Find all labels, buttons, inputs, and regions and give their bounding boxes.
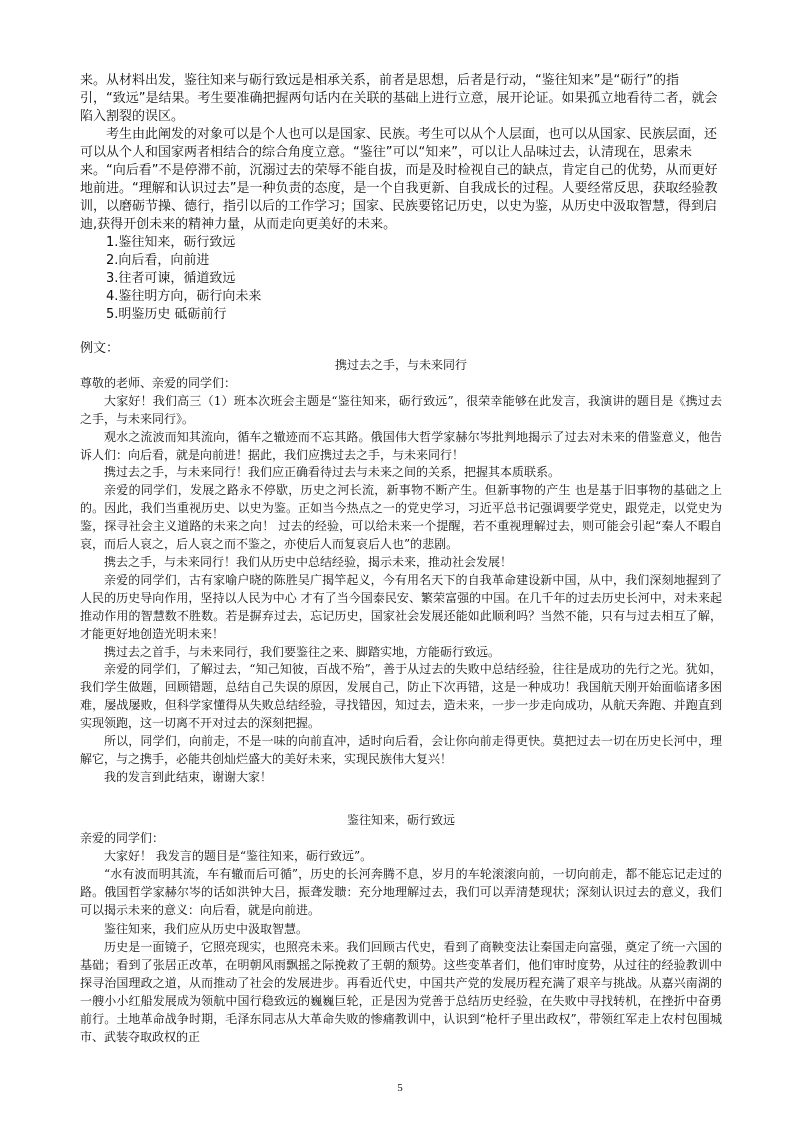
page-number: 5 bbox=[397, 1082, 403, 1094]
essay-paragraph: 历史是一面镜子，它照亮现实，也照亮未来。我们回顾古代史，看到了商鞅变法让秦国走向富强，奠定了统一六国的基础；看到了张居正改革，在明朝风雨飘摇之际挽救了王朝的颓势。这些变革者们，他们审时度势，从过往的经验教训中探寻治国理政之道，从而推动了社会的发展进步。再看近代史，中国共产党的发展历程充满了艰辛与挑战。从嘉兴南湖的一艘小小红船发展成为领航中国行稳致远的巍巍巨轮，正是因为党善于总结历史经验，在失败中寻找转机，在挫折中奋勇前行。土地革命战争时期，毛泽东同志从大革命失败的惨痛教训中，认识到“枪杆子里出政权”，带领红军走上农村包围城市、武装夺取政权的正 bbox=[80, 939, 722, 1045]
essay-paragraph: 观水之流波而知其流向，循车之辙迹而不忘其路。俄国伟大哲学家赫尔岑批判地揭示了过去对未来的借鉴意义，他告诉人们：向后看，就是向前进！据此，我们应携过去之手，与未来同行！ bbox=[80, 429, 722, 462]
example-label: 例文： bbox=[80, 341, 120, 356]
essay-salutation: 亲爱的同学们： bbox=[80, 831, 165, 846]
essay-paragraph: 携过去之首手，与未来同行，我们要鉴往之来、脚踏实地，方能砺行致远。 bbox=[104, 644, 501, 659]
essay-paragraph: 亲爱的同学们，古有家喻户晓的陈胜吴广揭竿起义，今有用名天下的自我革命建设新中国，从中，我们深刻地握到了人民的历史导向作用，坚持以人民为中心 才有了当今国泰民安、繁荣富强的中国。在几千年的过去历史长河中，对未来起推动作用的智慧数不胜数。若是摒弃过去，忘记历史，国家社会发展还能如此顺利吗？当然不能，只有与过去相互了解，才能更好地创造光明未来！ bbox=[80, 572, 722, 641]
essay-paragraph: 携去之手，与未来同行！我们从历史中总结经验，揭示未来，推动社会发展！ bbox=[104, 554, 513, 569]
essay-paragraph: 携过去之手，与未来同行！我们应正确看待过去与未来之间的关系，把握其本质联系。 bbox=[104, 465, 561, 480]
angle-list bbox=[80, 234, 722, 324]
analysis-paragraph: 来。从材料出发，鉴往知来与砺行致远是相承关系，前者是思想，后者是行动，“鉴往知来”是“砺行”的指引，“致远”是结果。考生要准确把握两句话内在关联的基础上进行立意，展开论证。如果孤立地看待二者，就会陷入割裂的误区。 bbox=[80, 73, 718, 124]
angle-item: 5.明鉴历史 砥砺前行 bbox=[106, 307, 227, 322]
essay-one bbox=[80, 357, 722, 787]
analysis-paragraph: 考生由此阐发的对象可以是个人也可以是国家、民族。考生可以从个人层面，也可以从国家、民族层面，还可以从个人和国家两者相结合的综合角度立意。“鉴往”可以“知来”，可以让人品味过去，认清现在，思索未来。“向后看”不是停滞不前，沉溺过去的荣辱不能自拔，而是及时检视自己的缺点，肯定自己的优势，从而更好地前进。“理解和认识过去”是一种负责的态度，是一个自我更新、自我成长的过程。人要经常反思，获取经验教训，以磨砺节操、德行，指引以后的工作学习；国家、民族要铭记历史，以史为鉴，从历史中汲取智慧，得到启迪,获得开创未来的精神力量，从而走向更美好的未来。 bbox=[80, 127, 718, 232]
essay-salutation: 尊敬的老师、亲爱的同学们： bbox=[80, 375, 237, 390]
angle-item: 1.鉴往知来，砺行致远 bbox=[106, 235, 236, 250]
essay-paragraph: 所以，同学们，向前走，不是一味的向前直冲，适时向后看，会让你向前走得更快。莫把过去一切在历史长河中，理解它，与之携手，必能共创灿烂盛大的美好未来，实现民族伟大复兴！ bbox=[80, 734, 722, 766]
essay-title: 鉴往知来，砺行致远 bbox=[346, 813, 455, 827]
essay-title: 携过去之手，与未来同行 bbox=[334, 358, 467, 372]
essay-paragraph: 亲爱的同学们，发展之路永不停歇，历史之河长流，新事物不断产生。但新事物的产生 也是基于旧事物的基础之上的。因此，我们当重视历史、以史为鉴。正如当今热点之一的党史学习，习近平总书记强调要学党史，跟党走，以党史为鉴，探寻社会主义道路的未来之向！ 过去的经验，可以给未来一个提醒，若不重视理解过去，则可能会引起“秦人不暇自哀，而后人哀之，后人哀之而不鉴之，亦使后人而复哀后人也”的悲剧。 bbox=[80, 483, 722, 552]
essay-paragraph: 鉴往知来，我们应从历史中汲取智慧。 bbox=[104, 921, 309, 936]
analysis-section bbox=[80, 72, 722, 324]
essay-paragraph: “水有波而明其流，车有辙而后可循”，历史的长河奔腾不息，岁月的车轮滚滚向前，一切向前走，都不能忘记走过的路。俄国哲学家赫尔岑的话如洪钟大吕，振聋发聩：充分地理解过去，我们可以弄清楚现状；深刻认识过去的意义，我们可以揭示未来的意义：向后看，就是向前进。 bbox=[80, 867, 722, 918]
angle-item: 3.往者可谏，循道致远 bbox=[106, 271, 236, 286]
essay-paragraph: 大家好！ 我发言的题目是“鉴往知来，砺行致远”。 bbox=[104, 849, 373, 864]
essay-paragraph: 亲爱的同学们，了解过去，“知己知彼，百战不殆”，善于从过去的失败中总结经验，往往是成功的先行之光。犹如，我们学生做题，回顾错题，总结自己失误的原因，发展自己，防止下次再错，这是一种成功！我国航天刚开始面临诸多困难，屡战屡败，但科学家懂得从失败总结经验，寻找错因，知过去，造未来，一步一步走向成功，从航天奔跑、并跑直到实现领跑，这一切离不开对过去的深刻把握。 bbox=[80, 662, 722, 731]
angle-item: 2.向后看，向前进 bbox=[106, 253, 210, 268]
essay-paragraph: 我的发言到此结束，谢谢大家！ bbox=[104, 769, 273, 784]
angle-item: 4.鉴往明方向，砺行向未来 bbox=[106, 289, 262, 304]
essay-two bbox=[80, 811, 722, 1046]
essay-paragraph: 大家好！我们高三（1）班本次班会主题是“鉴往知来，砺行致远”，很荣幸能够在此发言，我演讲的题目是《携过去之手，与未来同行》。 bbox=[80, 393, 722, 426]
